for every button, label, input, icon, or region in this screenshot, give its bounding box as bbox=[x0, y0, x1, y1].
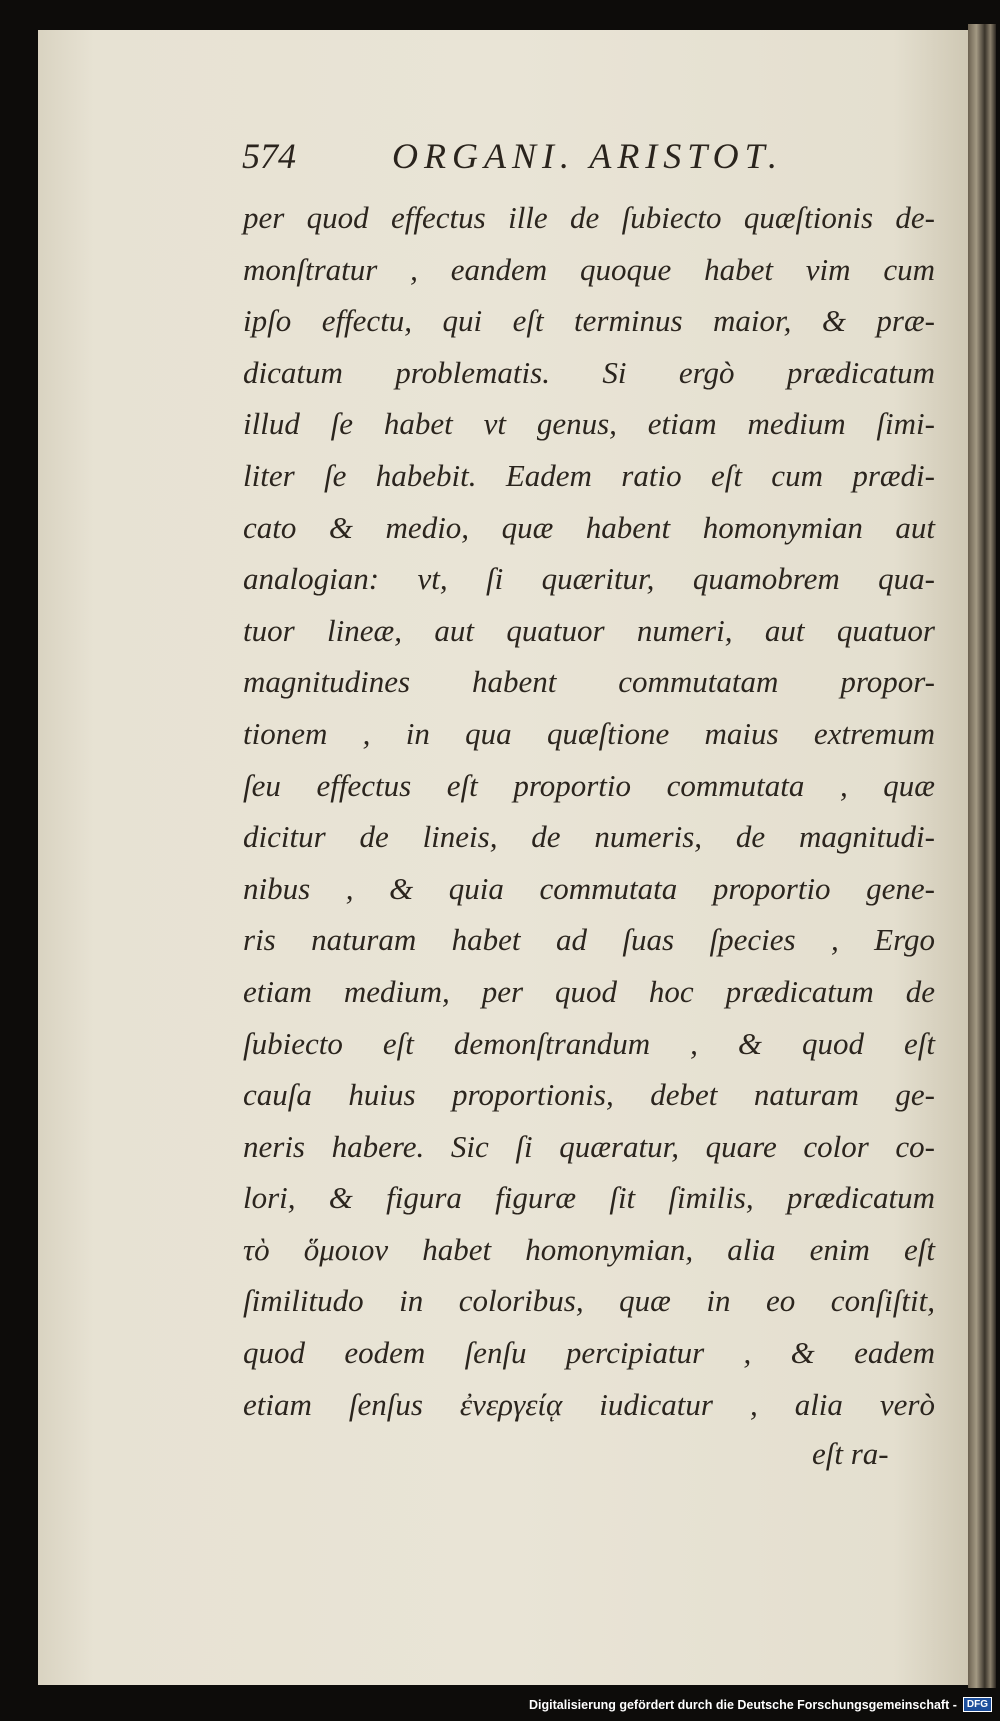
running-title: ORGANI. ARISTOT. bbox=[392, 136, 784, 176]
text-line: analogian: vt, ſi quæritur, quamobrem qua- bbox=[243, 561, 935, 597]
footer-credit: Digitalisierung gefördert durch die Deutsche Forschungsgemeinschaft - bbox=[529, 1697, 957, 1712]
text-line: quod eodem ſenſu percipiatur , & eadem bbox=[243, 1335, 935, 1371]
text-line: nibus , & quia commutata proportio gene- bbox=[243, 870, 935, 906]
page-header bbox=[242, 135, 872, 179]
text-line: etiam medium, per quod hoc prædicatum de bbox=[243, 973, 935, 1009]
page-text bbox=[243, 196, 935, 1434]
page-edges bbox=[968, 24, 996, 1688]
text-line: ſubiecto eſt demonſtrandum , & quod eſt bbox=[243, 1025, 935, 1061]
page-number: 574 bbox=[242, 136, 296, 176]
text-line: ſimilitudo in coloribus, quæ in eo conſiſtit, bbox=[243, 1283, 935, 1319]
text-line: ſeu effectus eſt proportio commutata , quæ bbox=[243, 767, 935, 803]
text-line: cato & medio, quæ habent homonymian aut bbox=[243, 509, 935, 545]
text-line: monſtratur , eandem quoque habet vim cum bbox=[243, 251, 935, 287]
text-line: etiam ſenſus ἐνεργείᾳ iudicatur , alia verò bbox=[243, 1386, 935, 1422]
text-line: cauſa huius proportionis, debet naturam ge- bbox=[243, 1077, 935, 1113]
text-line: dicitur de lineis, de numeris, de magnitudi- bbox=[243, 819, 935, 855]
catchword: eſt ra- bbox=[812, 1436, 889, 1471]
text-line: lori, & figura figuræ ſit ſimilis, prædicatum bbox=[243, 1180, 935, 1216]
text-line: per quod effectus ille de ſubiecto quæſtionis de- bbox=[243, 200, 935, 235]
text-line: τὸ ὅμοιον habet homonymian, alia enim eſt bbox=[243, 1231, 935, 1267]
dfg-logo: DFG bbox=[963, 1697, 992, 1712]
text-line: tuor lineæ, aut quatuor numeri, aut quatuor bbox=[243, 612, 935, 648]
footer bbox=[529, 1697, 992, 1712]
text-line: liter ſe habebit. Eadem ratio eſt cum prædi- bbox=[243, 457, 935, 493]
text-line: ipſo effectu, qui eſt terminus maior, & præ- bbox=[243, 303, 935, 339]
text-line: ris naturam habet ad ſuas ſpecies , Ergo bbox=[243, 922, 935, 958]
text-line: neris habere. Sic ſi quæratur, quare color co- bbox=[243, 1128, 935, 1164]
text-line: illud ſe habet vt genus, etiam medium ſimi- bbox=[243, 406, 935, 442]
text-line: dicatum problematis. Si ergò prædicatum bbox=[243, 354, 935, 390]
text-line: tionem , in qua quæſtione maius extremum bbox=[243, 715, 935, 751]
text-line: magnitudines habent commutatam propor- bbox=[243, 664, 935, 700]
